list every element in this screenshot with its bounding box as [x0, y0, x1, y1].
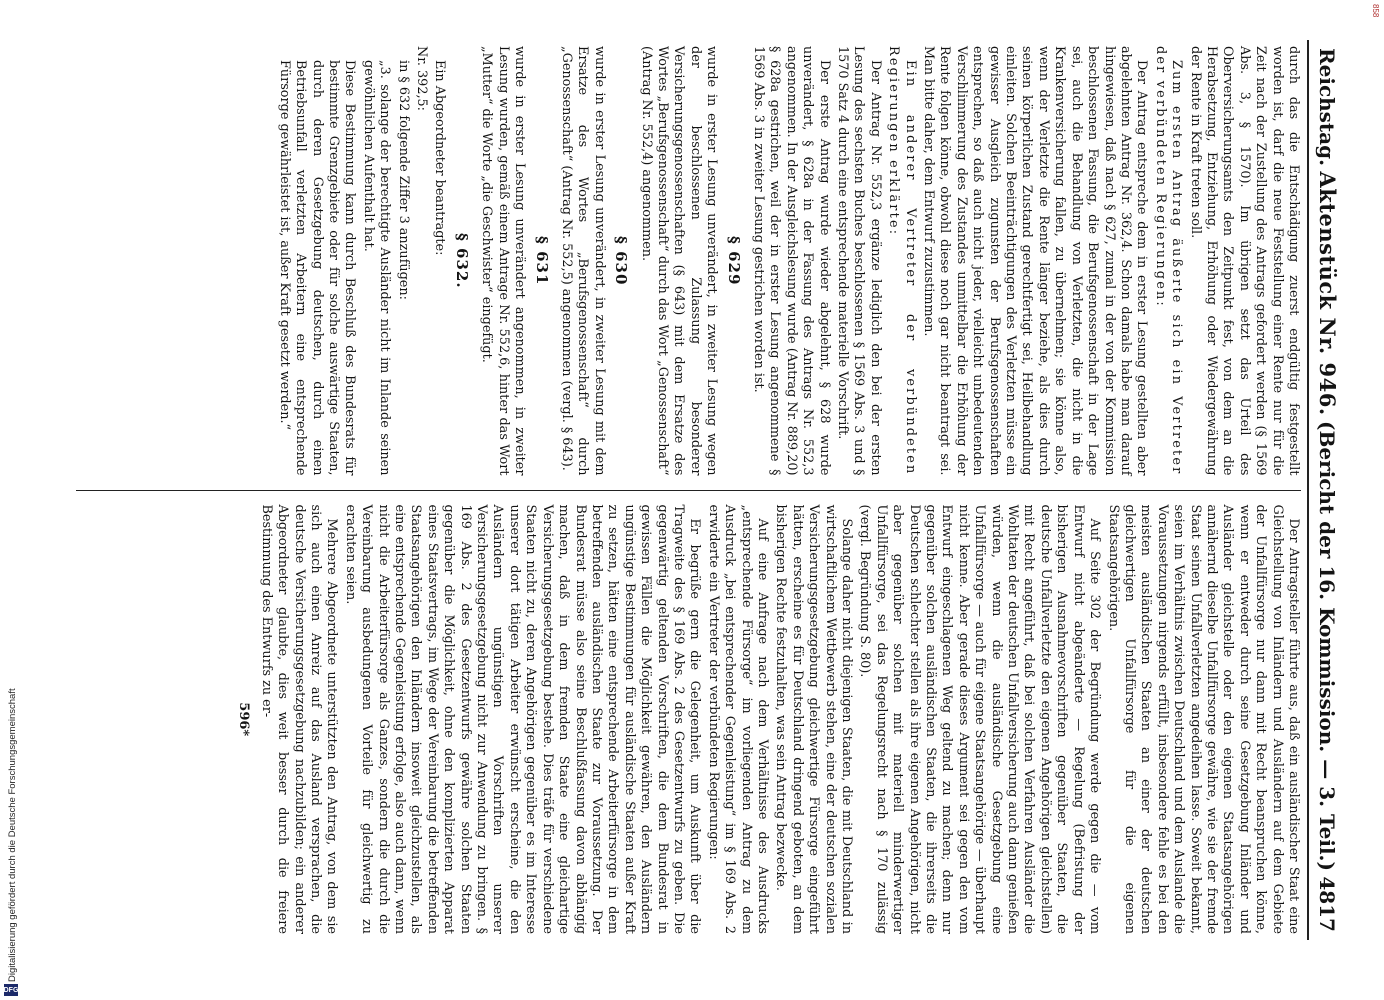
paragraph: Ein anderer Vertreter der verbündeten Regierungen erklärte:	[886, 46, 918, 476]
right-column	[76, 505, 1301, 935]
section-heading: § 632.	[452, 232, 471, 289]
paragraph: Der erste Antrag wurde wieder abgelehnt, § 628 wurde unverändert, § 628a in der Fassung des Antrags Nr. 552,3 angenommen. In der Ausgleichslesung wurde (Antrag Nr. 889,20) § 628a gestrichen, weil der in erster Lesung angenommene § 1569 Abs. 3 in zweiter Lesung gestrichen worden ist.	[751, 46, 832, 476]
dfg-logo-icon: DFG	[4, 984, 18, 996]
paragraph: Der Antragsteller führte aus, daß ein ausländischer Staat eine Gleichstellung von Inländern und Ausländern auf dem Gebiete der Unfallfürsorge nur dann mit Recht beanspruchen könne, wenn er entweder durch seine Gesetzgebung Inländer und Ausländer gleichstelle oder den eigenen Staatsangehörigen annähernd dieselbe Unfallfürsorge gewähre, wie sie der fremde Staat seinen Unfallverletzten angedeihen lasse. Soweit bekannt, seien im Verhältnis zwischen Deutschland und dem Auslande die Voraussetzungen nirgends erfüllt, insbesondere fehle es bei den meisten ausländischen Staaten an einer der deutschen gleichwertigen Unfallfürsorge für die eigenen Staatsangehörigen.	[1105, 504, 1301, 934]
header-page-number: 4817	[1315, 876, 1339, 932]
list-item: in § 632 folgende Ziffer 3 anzufügen:	[395, 60, 411, 300]
left-column	[76, 46, 1301, 476]
header-right: (Bericht der 16. Kommission. — 3. Teil.)	[1315, 420, 1339, 871]
paragraph: Auf eine Anfrage nach dem Verhältnisse des Ausdrucks „entsprechende Fürsorge“ im vorliegenden Antrag zu dem Ausdruck „bei entsprechender Gegenleistung“ im § 169 Abs. 2 erwiderte ein Vertreter der verbündeten Regierungen:	[705, 504, 770, 934]
text-columns	[76, 40, 1307, 940]
section-heading: § 631	[532, 236, 551, 286]
section-heading: § 629	[724, 236, 743, 286]
paragraph: wurde in erster Lesung unverändert, in zweiter Lesung mit dem Ersatze des Wortes „Berufsgenossenschaft“ durch „Genossenschaft“ (Antrag Nr. 552,5) angenommen (vergl. § 643).	[558, 46, 607, 476]
paragraph: Zum ersten Antrag äußerte sich ein Vertreter der verbündeten Regierungen:	[1152, 46, 1185, 476]
paragraph: Er begrüße gern die Gelegenheit, um Auskunft über die Tragweite des § 169 Abs. 2 des Gesetzentwurfs zu geben. Die gegenwärtig geltenden Vorschriften, die dem Bundesrat in gewissen Fällen die Möglichkeit gewähren, den Ausländern ungünstige Bestimmungen für ausländische Staaten außer Kraft zu setzen, hätten eine entsprechende Arbeiterfürsorge in dem betreffenden ausländischen Staate zur Voraussetzung. Der Bundesrat müsse also seine Beschlußfassung davon abhängig machen, daß in dem fremden Staate eine gleichartige Versicherungsgesetzgebung bestehe. Dies träfe für verschiedene Staaten nicht zu, deren Angehörigen gegenüber es im Interesse unserer dort tätigen Arbeiter erwünscht erscheine, die den Ausländern ungünstigen Vorschriften unserer Versicherungsgesetzgebung nicht zur Anwendung zu bringen. § 169 Abs. 2 des Gesetzentwurfs gewähre solchen Staaten gegenüber die Möglichkeit, ohne den komplizierten Apparat eines Staatsvertrags, im Wege der Vereinbarung die betreffenden Staatsangehörigen den Inländern insoweit gleichzustellen, als eine entsprechende Gegenleistung erfolge, also auch dann, wenn nicht die Arbeiterfürsorge als Ganzes, sondern die durch die Vereinbarung ausbedungenen Vorteile für gleichwertig zu erachten seien.	[342, 504, 703, 934]
rotated-document-page	[50, 40, 1340, 940]
paragraph: Ein Abgeordneter beantragte:	[432, 60, 448, 256]
paragraph: Auf Seite 302 der Begründung werde gegen die — vom Entwurf nicht abgeänderte — Regelung (Befristung der bisherigen Ausnahmevorschriften gegenüber Staaten, die deutsche Unfallverletzte den eigenen Angehörigen gleichstellen) mit Recht angeführt, daß bei solchen Verfahren Ausländer die Wohltaten der deutschen Unfallversicherung auch dann genießen würden, wenn die ausländische Gesetzgebung eine Unfallfürsorge — auch für eigene Staatsangehörige — überhaupt nicht kenne. Aber gerade dieses Argument sei gegen den vom Entwurf eingeschlagenen Weg geltend zu machen; denn nur gegenüber solchen ausländischen Staaten, die ihrerseits die Deutschen schlechter stellen als ihre eigenen Angehörigen, nicht aber gegenüber solchen mit materiell minderwertiger Unfallfürsorge, sei das Regelungsrecht nach § 170 zulässig (vergl. Begründung S. 80).	[857, 504, 1103, 934]
paragraph: Solange daher nicht diejenigen Staaten, die mit Deutschland in wirtschaftlichem Wettbewerb stehen, eine der deutschen sozialen Versicherungsgesetzgebung gleichwertige Fürsorge eingeführt hätten, erscheine es für Deutschland dringend geboten, an dem bisherigen Rechte festzuhalten, was sein Antrag bezwecke.	[773, 504, 855, 934]
header-left: Reichstag.	[1315, 48, 1339, 167]
section-heading: § 630	[612, 236, 631, 286]
list-item: „3. solange der berechtigte Ausländer nicht im Inlande seinen gewöhnlichen Aufenthalt hat.	[360, 60, 393, 476]
paragraph: Der Antrag entspreche dem in erster Lesung gestellten aber abgelehnten Antrag Nr. 362,4. Schon damals habe man darauf hingewiesen, daß nach § 627, zumal in der von der Kommission beschlossenen Fassung, die Berufsgenossenschaft in der Lage sei, auch die Behandlung von Verletzten, die nicht in die Krankenversicherung fallen, zu übernehmen; sie könne also, wenn der Verletzte die Rente länger beziehe, als dies durch seinen körperlichen Zustand gerechtfertigt sei, Heilbehandlung einleiten. Solchen Beeinträchtigungen des Verletzten müsse ein gewisser Ausgleich zugunsten der Berufsgenossenschaften entsprechen, so daß auch nicht jeder, vielleicht unbedeutenden Verschlimmerung des Zustandes unmittelbar die Erhöhung der Rente folgen könne, obwohl diese noch gar nicht beantragt sei. Man bitte daher, dem Entwurf zuzustimmen.	[921, 46, 1150, 476]
paragraph: Der Antrag Nr. 552,3 ergänze lediglich den bei der ersten Lesung des sechsten Buches beschlossenen § 1569 Abs. 3 und § 1570 Satz 4 durch eine entsprechende materielle Vorschrift.	[835, 46, 883, 476]
page-footer-number: 596*	[236, 702, 252, 737]
digitization-credit-strip: Digitalisierung gefördert durch die Deutsche Forschungsgemeinschaft DFG	[0, 0, 24, 1000]
paragraph: Mehrere Abgeordnete unterstützten den Antrag, von dem sie sich auch einen Anreiz auf das Ausland versprachen, die deutsche Versicherungsgesetzgebung nachzubilden; ein anderer Abgeordneter glaubte, dies weit besser durch die freiere Bestimmung des Entwurfs zu er-	[258, 504, 340, 934]
page-header	[1307, 40, 1340, 940]
header-title: Aktenstück Nr. 946.	[1315, 171, 1340, 416]
paragraph: durch das die Entschädigung zuerst endgültig festgestellt worden ist, darf die neue Feststellung einer Rente nur für die Zeit nach der Zustellung des Antrags gefordert werden (§ 1569 Abs. 3, § 1570). Im übrigen setzt das Urteil des Oberversicherungsamts den Zeitpunkt fest, von dem an die Herabsetzung, Entziehung, Erhöhung oder Wiedergewährung der Rente in Kraft treten soll.	[1187, 46, 1301, 476]
list-item: Diese Bestimmung kann durch Beschluß des Bundesrats für bestimmte Grenzgebiete oder für solche auswärtige Staaten, durch deren Gesetzgebung deutschen, durch einen Betriebsunfall verletzten Arbeitern eine entsprechende Fürsorge gewährleistet ist, außer Kraft gesetzt werden.“	[276, 60, 358, 476]
column-divider	[76, 490, 1301, 491]
corner-page-number: 858	[1371, 4, 1380, 18]
paragraph: wurde in erster Lesung unverändert angenommen, in zweiter Lesung wurden, gemäß einem Antrage Nr. 552,6, hinter das Wort „Mutter“ die Worte „die Geschwister“ eingefügt.	[479, 46, 528, 476]
paragraph: wurde in erster Lesung unverändert, in zweiter Lesung wegen der beschlossenen Zulassung besonderer Versicherungsgenossenschaften (§ 643) mit dem Ersatze des Wortes „Berufsgenossenschaft“ durch das Wort „Genossenschaft“ (Antrag Nr. 552,4) angenommen.	[638, 46, 720, 476]
paragraph: Nr. 392,5:	[414, 46, 430, 111]
document-frame	[40, 0, 1370, 1000]
